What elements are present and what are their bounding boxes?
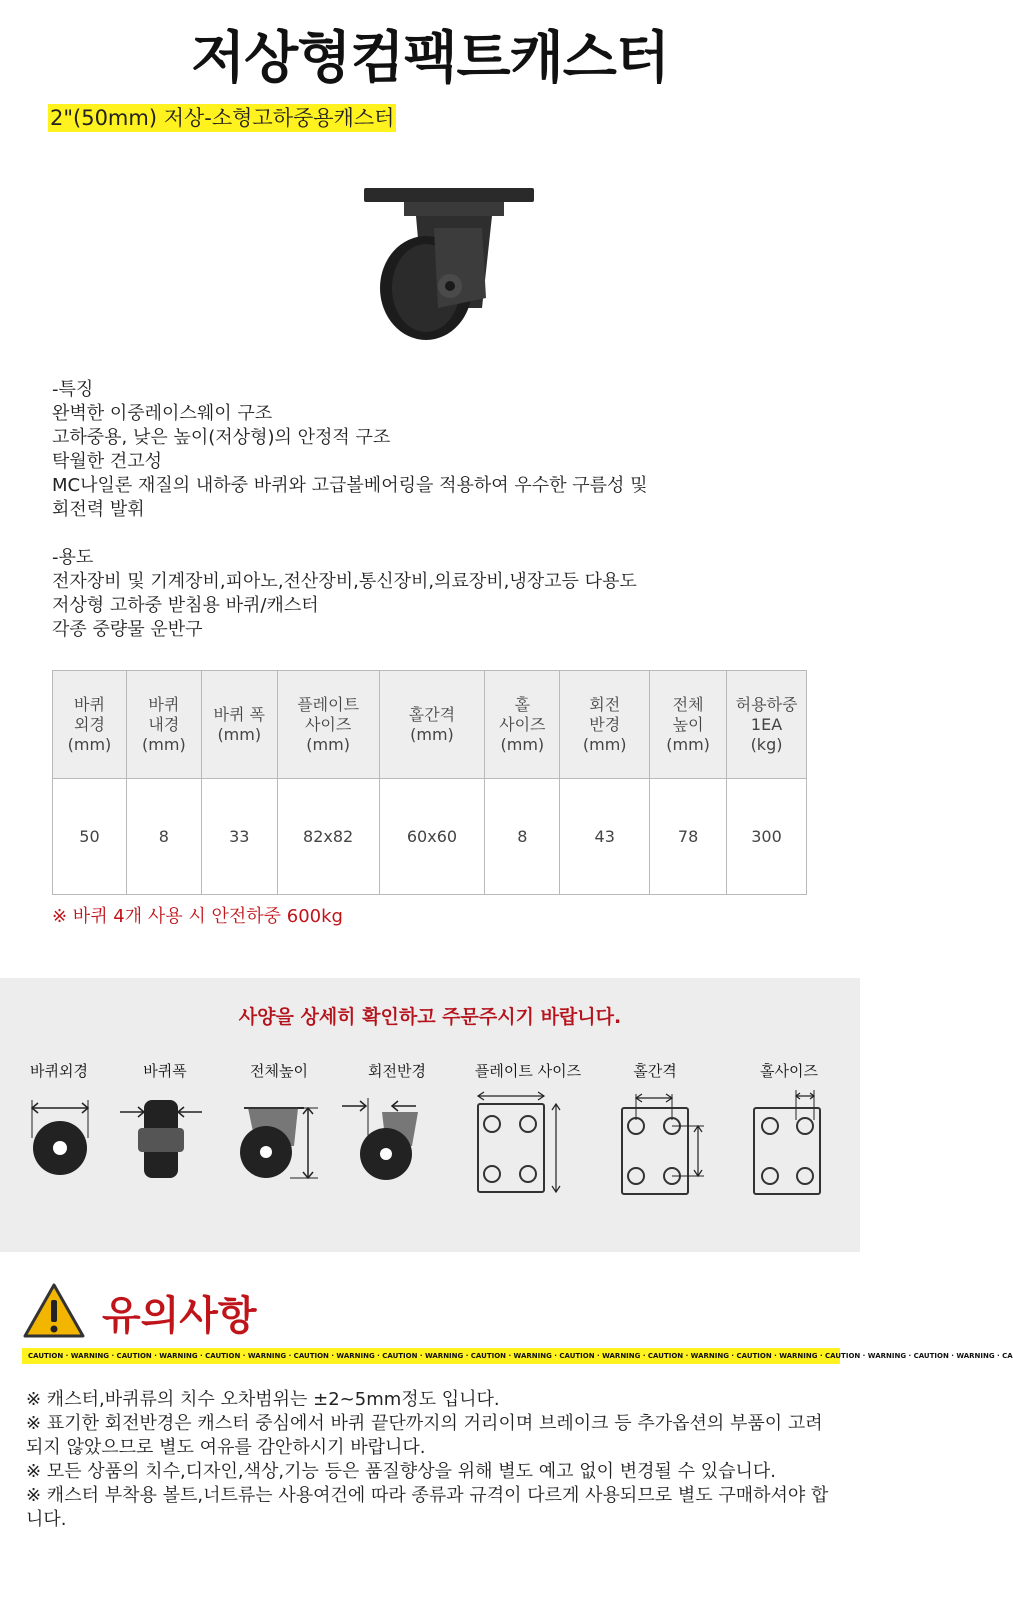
diagram-label: 플레이트 사이즈: [474, 1062, 582, 1080]
product-subtitle: 2"(50mm) 저상-소형고하중용캐스터: [50, 106, 395, 130]
warning-triangle-icon: [22, 1282, 86, 1340]
wheel-width-diagram-icon: [120, 1098, 206, 1190]
feature-item: 완벽한 이중레이스웨이 구조: [52, 403, 273, 424]
diagram-label: 바퀴외경: [30, 1062, 88, 1080]
diagram-label: 홀간격: [633, 1062, 677, 1080]
caution-title: 유의사항: [102, 1293, 257, 1339]
diagram-heading: 사양을 상세히 확인하고 주문주시기 바랍니다.: [238, 1006, 622, 1028]
hole-size-diagram-icon: [752, 1090, 828, 1196]
spec-value-row: [53, 779, 807, 895]
spec-header: 회전 반경 (mm): [560, 671, 650, 779]
spec-value: 60x60: [379, 779, 485, 895]
spec-header: 바퀴 내경 (mm): [126, 671, 201, 779]
feature-item: 고하중용, 낮은 높이(저상형)의 안정적 구조: [52, 427, 391, 448]
caution-note: ※ 모든 상품의 치수,디자인,색상,기능 등은 품질향상을 위해 별도 예고 없이 변경될 수 있습니다.: [26, 1461, 776, 1482]
spec-header: 전체 높이 (mm): [650, 671, 727, 779]
spec-header: 바퀴 외경 (mm): [53, 671, 127, 779]
caution-notes: [26, 1388, 838, 1532]
spec-value: 33: [201, 779, 277, 895]
diagram-label: 회전반경: [368, 1062, 426, 1080]
caution-note: ※ 캐스터,바퀴류의 치수 오차범위는 ±2~5mm정도 입니다.: [26, 1389, 500, 1410]
usage-item: 전자장비 및 기계장비,피아노,전산장비,통신장비,의료장비,냉장고등 다용도: [52, 571, 637, 592]
spec-header: 홀 사이즈 (mm): [485, 671, 560, 779]
plate-size-diagram-icon: [476, 1090, 568, 1194]
diagram-label: 홀사이즈: [760, 1062, 818, 1080]
spec-header: 플레이트 사이즈 (mm): [277, 671, 379, 779]
spec-value: 8: [485, 779, 560, 895]
spec-value: 300: [727, 779, 807, 895]
hole-spacing-diagram-icon: [620, 1092, 710, 1196]
spec-value: 50: [53, 779, 127, 895]
spec-value: 43: [560, 779, 650, 895]
spec-value: 8: [126, 779, 201, 895]
spec-diagram-band: [0, 978, 860, 1252]
page-title: 저상형컴팩트캐스터: [191, 26, 669, 91]
spec-header: 허용하중 1EA (kg): [727, 671, 807, 779]
caution-note: ※ 표기한 회전반경은 캐스터 중심에서 바퀴 끝단까지의 거리이며 브레이크 등 추가옵션의 부품이 고려되지 않았으므로 별도 여유를 감안하시기 바랍니다.: [26, 1413, 823, 1458]
warning-tape: CAUTION · WARNING · CAUTION · WARNING · CAUTION · WARNING · CAUTION · WARNING · CAUTION · WARNING · CAUTION · WARNING · CAUTION · WARNING · CAUTION · WARNING · CAUTION · WARNING · CAUTION · WARNING · CAUTION · WARNING · CA: [22, 1348, 840, 1364]
spec-table: [52, 670, 807, 895]
spec-value: 82x82: [277, 779, 379, 895]
spec-value: 78: [650, 779, 727, 895]
spec-header-row: [53, 671, 807, 779]
spec-header: 바퀴 폭 (mm): [201, 671, 277, 779]
feature-item: 회전력 발휘: [52, 499, 145, 520]
wheel-diameter-diagram-icon: [28, 1098, 92, 1188]
total-height-diagram-icon: [242, 1098, 322, 1194]
caster-product-image: [364, 188, 534, 348]
usage-heading: -용도: [52, 547, 94, 568]
features-section: [52, 378, 648, 642]
usage-item: 각종 중량물 운반구: [52, 619, 203, 640]
feature-item: MC나일론 재질의 내하중 바퀴와 고급볼베어링을 적용하여 우수한 구름성 및: [52, 475, 648, 496]
diagram-label: 전체높이: [250, 1062, 308, 1080]
spec-header: 홀간격 (mm): [379, 671, 485, 779]
usage-item: 저상형 고하중 받침용 바퀴/캐스터: [52, 595, 319, 616]
safe-load-note: ※ 바퀴 4개 사용 시 안전하중 600kg: [52, 906, 343, 927]
caution-note: ※ 캐스터 부착용 볼트,너트류는 사용여건에 따라 종류과 규격이 다르게 사용되므로 별도 구매하셔야 합니다.: [26, 1485, 829, 1530]
feature-item: 탁월한 견고성: [52, 451, 163, 472]
features-heading: -특징: [52, 379, 94, 400]
diagram-label: 바퀴폭: [143, 1062, 187, 1080]
rotation-radius-diagram-icon: [342, 1094, 432, 1190]
